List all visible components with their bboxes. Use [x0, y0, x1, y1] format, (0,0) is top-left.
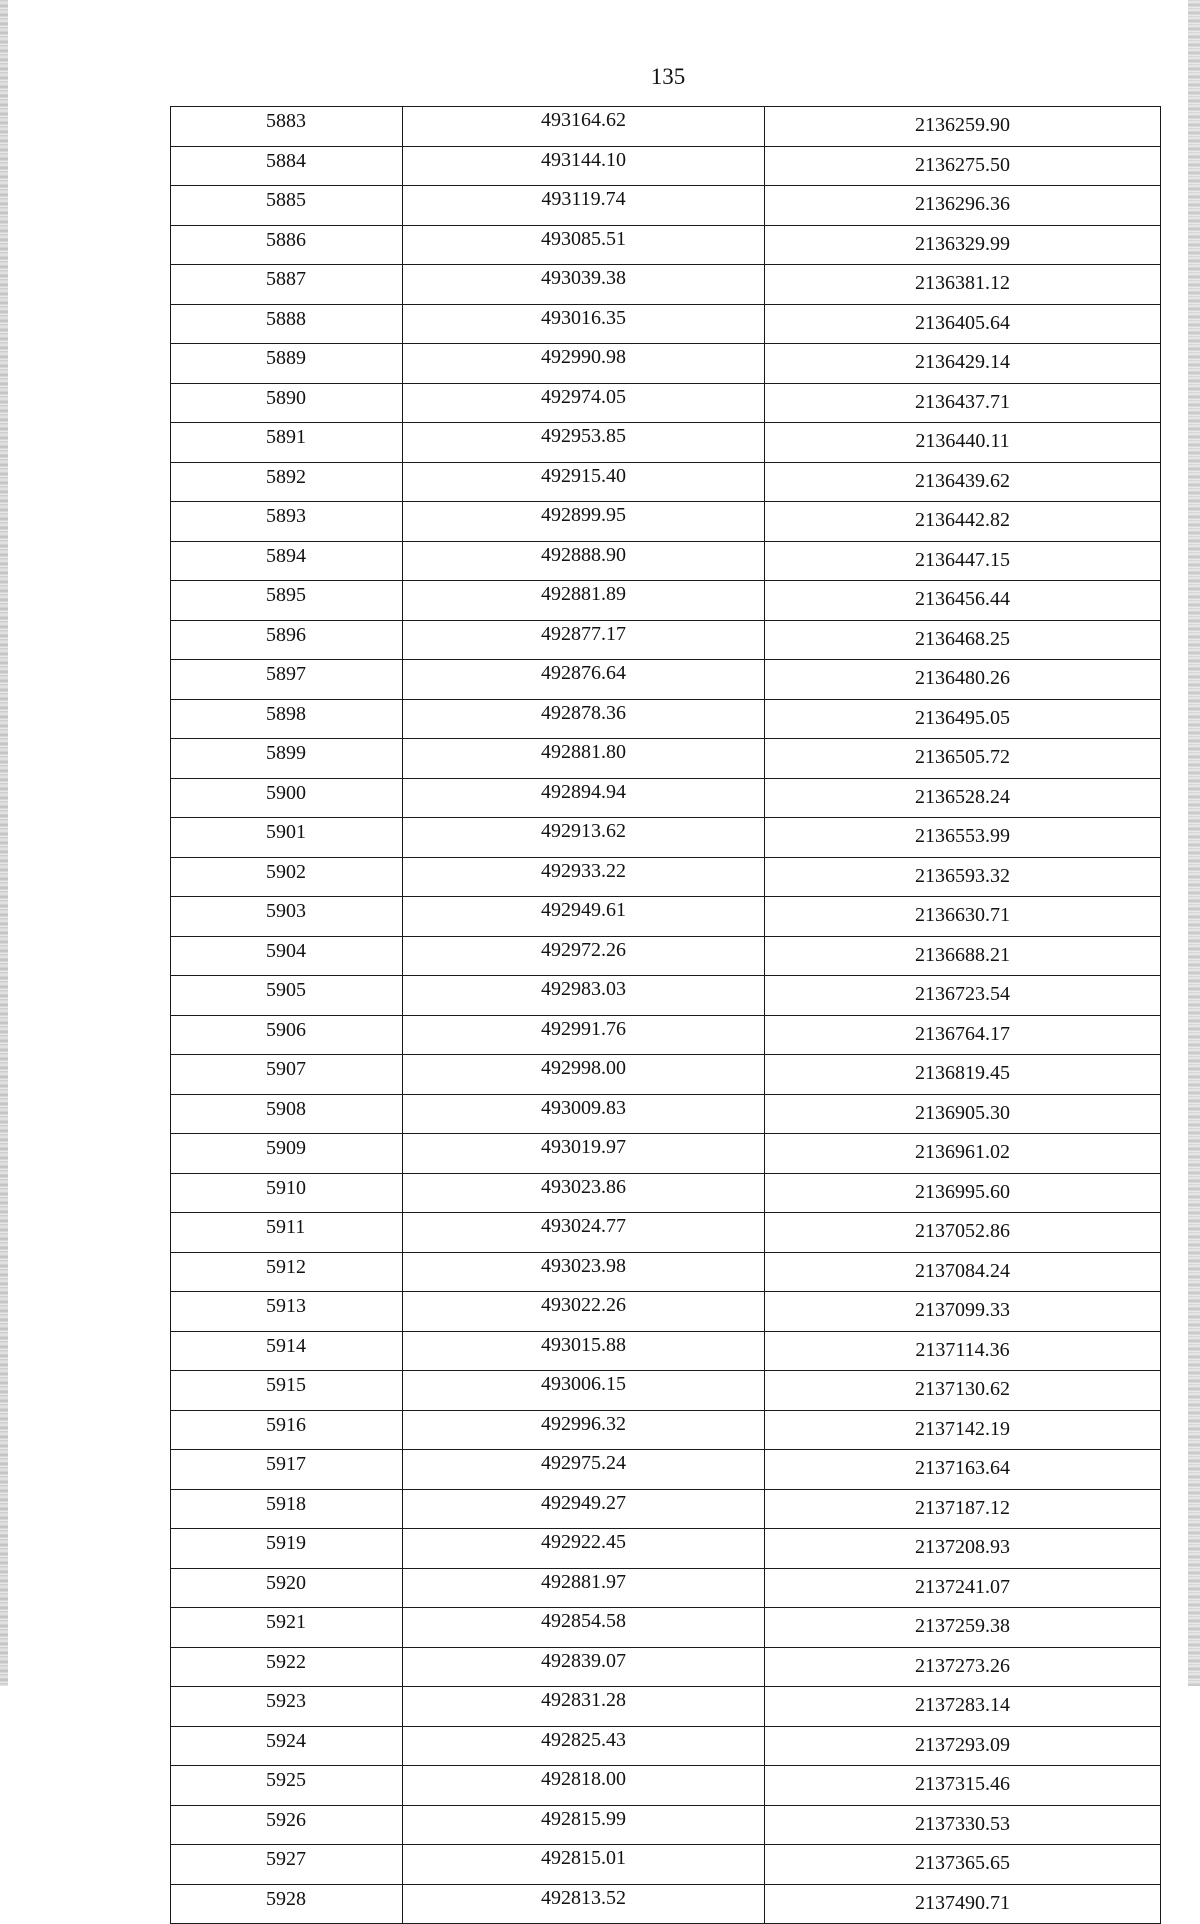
table-row	[171, 304, 1161, 344]
x-coordinate-cell: 492881.97	[403, 1568, 765, 1608]
x-coordinate-cell: 493016.35	[403, 304, 765, 344]
page-number: 135	[650, 64, 686, 89]
y-coordinate-cell: 2137130.62	[765, 1371, 1161, 1411]
y-coordinate-cell: 2137241.07	[765, 1568, 1161, 1608]
table-row	[171, 1410, 1161, 1450]
y-coordinate-cell: 2136442.82	[765, 502, 1161, 542]
point-id-cell: 5928	[171, 1884, 403, 1924]
x-coordinate-cell: 492913.62	[403, 818, 765, 858]
y-coordinate-cell: 2136905.30	[765, 1094, 1161, 1134]
y-coordinate-cell: 2136468.25	[765, 620, 1161, 660]
x-coordinate-cell: 492983.03	[403, 976, 765, 1016]
table-row	[171, 1173, 1161, 1213]
x-coordinate-cell: 493009.83	[403, 1094, 765, 1134]
table-row	[171, 186, 1161, 226]
point-id-cell: 5911	[171, 1213, 403, 1253]
point-id-cell: 5910	[171, 1173, 403, 1213]
x-coordinate-cell: 493144.10	[403, 146, 765, 186]
scan-edge-right	[1188, 0, 1200, 1686]
table-row	[171, 146, 1161, 186]
y-coordinate-cell: 2136480.26	[765, 660, 1161, 700]
point-id-cell: 5900	[171, 778, 403, 818]
table-row	[171, 1213, 1161, 1253]
y-coordinate-cell: 2137099.33	[765, 1292, 1161, 1332]
point-id-cell: 5925	[171, 1766, 403, 1806]
point-id-cell: 5890	[171, 383, 403, 423]
x-coordinate-cell: 492949.61	[403, 897, 765, 937]
y-coordinate-cell: 2136995.60	[765, 1173, 1161, 1213]
point-id-cell: 5908	[171, 1094, 403, 1134]
table-row	[171, 739, 1161, 779]
point-id-cell: 5923	[171, 1687, 403, 1727]
y-coordinate-cell: 2136688.21	[765, 936, 1161, 976]
point-id-cell: 5926	[171, 1805, 403, 1845]
x-coordinate-cell: 492876.64	[403, 660, 765, 700]
y-coordinate-cell: 2137114.36	[765, 1331, 1161, 1371]
table-row	[171, 1529, 1161, 1569]
x-coordinate-cell: 492878.36	[403, 699, 765, 739]
table-row	[171, 1687, 1161, 1727]
x-coordinate-cell: 492990.98	[403, 344, 765, 384]
y-coordinate-cell: 2137208.93	[765, 1529, 1161, 1569]
table-row	[171, 1371, 1161, 1411]
x-coordinate-cell: 492996.32	[403, 1410, 765, 1450]
table-row	[171, 462, 1161, 502]
table-row	[171, 818, 1161, 858]
point-id-cell: 5927	[171, 1845, 403, 1885]
x-coordinate-cell: 492933.22	[403, 857, 765, 897]
table-row	[171, 581, 1161, 621]
x-coordinate-cell: 493119.74	[403, 186, 765, 226]
point-id-cell: 5892	[171, 462, 403, 502]
y-coordinate-cell: 2136456.44	[765, 581, 1161, 621]
point-id-cell: 5899	[171, 739, 403, 779]
table-row	[171, 1252, 1161, 1292]
x-coordinate-cell: 493006.15	[403, 1371, 765, 1411]
y-coordinate-cell: 2136429.14	[765, 344, 1161, 384]
point-id-cell: 5889	[171, 344, 403, 384]
y-coordinate-cell: 2136259.90	[765, 107, 1161, 147]
y-coordinate-cell: 2136764.17	[765, 1015, 1161, 1055]
table-row	[171, 1608, 1161, 1648]
table-row	[171, 1568, 1161, 1608]
point-id-cell: 5893	[171, 502, 403, 542]
point-id-cell: 5921	[171, 1608, 403, 1648]
x-coordinate-cell: 492998.00	[403, 1055, 765, 1095]
point-id-cell: 5914	[171, 1331, 403, 1371]
y-coordinate-cell: 2137315.46	[765, 1766, 1161, 1806]
x-coordinate-cell: 492888.90	[403, 541, 765, 581]
x-coordinate-cell: 492953.85	[403, 423, 765, 463]
table-row	[171, 1726, 1161, 1766]
x-coordinate-cell: 492831.28	[403, 1687, 765, 1727]
y-coordinate-cell: 2137273.26	[765, 1647, 1161, 1687]
x-coordinate-cell: 493164.62	[403, 107, 765, 147]
point-id-cell: 5888	[171, 304, 403, 344]
table-row	[171, 107, 1161, 147]
point-id-cell: 5916	[171, 1410, 403, 1450]
x-coordinate-cell: 493085.51	[403, 225, 765, 265]
point-id-cell: 5897	[171, 660, 403, 700]
coordinate-table	[170, 106, 1161, 1924]
table-row	[171, 897, 1161, 937]
coordinate-table-container	[170, 106, 1160, 1924]
x-coordinate-cell: 493039.38	[403, 265, 765, 305]
x-coordinate-cell: 492813.52	[403, 1884, 765, 1924]
table-row	[171, 1647, 1161, 1687]
y-coordinate-cell: 2136296.36	[765, 186, 1161, 226]
point-id-cell: 5924	[171, 1726, 403, 1766]
table-row	[171, 976, 1161, 1016]
point-id-cell: 5913	[171, 1292, 403, 1332]
x-coordinate-cell: 492825.43	[403, 1726, 765, 1766]
y-coordinate-cell: 2136505.72	[765, 739, 1161, 779]
y-coordinate-cell: 2137365.65	[765, 1845, 1161, 1885]
y-coordinate-cell: 2136495.05	[765, 699, 1161, 739]
y-coordinate-cell: 2136440.11	[765, 423, 1161, 463]
point-id-cell: 5887	[171, 265, 403, 305]
y-coordinate-cell: 2136329.99	[765, 225, 1161, 265]
y-coordinate-cell: 2136275.50	[765, 146, 1161, 186]
y-coordinate-cell: 2137283.14	[765, 1687, 1161, 1727]
y-coordinate-cell: 2136819.45	[765, 1055, 1161, 1095]
point-id-cell: 5902	[171, 857, 403, 897]
table-row	[171, 265, 1161, 305]
x-coordinate-cell: 492949.27	[403, 1489, 765, 1529]
table-row	[171, 1134, 1161, 1174]
table-row	[171, 620, 1161, 660]
point-id-cell: 5898	[171, 699, 403, 739]
y-coordinate-cell: 2137142.19	[765, 1410, 1161, 1450]
scan-edge-left	[0, 0, 8, 1686]
table-row	[171, 225, 1161, 265]
point-id-cell: 5918	[171, 1489, 403, 1529]
y-coordinate-cell: 2136723.54	[765, 976, 1161, 1016]
point-id-cell: 5894	[171, 541, 403, 581]
y-coordinate-cell: 2137330.53	[765, 1805, 1161, 1845]
x-coordinate-cell: 492915.40	[403, 462, 765, 502]
x-coordinate-cell: 492881.80	[403, 739, 765, 779]
table-row	[171, 344, 1161, 384]
table-row	[171, 1489, 1161, 1529]
x-coordinate-cell: 492894.94	[403, 778, 765, 818]
x-coordinate-cell: 493019.97	[403, 1134, 765, 1174]
coordinate-table-body	[171, 107, 1161, 1924]
x-coordinate-cell: 492972.26	[403, 936, 765, 976]
y-coordinate-cell: 2136437.71	[765, 383, 1161, 423]
point-id-cell: 5905	[171, 976, 403, 1016]
table-row	[171, 1766, 1161, 1806]
table-row	[171, 1884, 1161, 1924]
point-id-cell: 5884	[171, 146, 403, 186]
y-coordinate-cell: 2137259.38	[765, 1608, 1161, 1648]
y-coordinate-cell: 2137052.86	[765, 1213, 1161, 1253]
point-id-cell: 5896	[171, 620, 403, 660]
point-id-cell: 5915	[171, 1371, 403, 1411]
y-coordinate-cell: 2136447.15	[765, 541, 1161, 581]
point-id-cell: 5906	[171, 1015, 403, 1055]
table-row	[171, 660, 1161, 700]
y-coordinate-cell: 2136528.24	[765, 778, 1161, 818]
x-coordinate-cell: 492854.58	[403, 1608, 765, 1648]
y-coordinate-cell: 2137163.64	[765, 1450, 1161, 1490]
point-id-cell: 5885	[171, 186, 403, 226]
x-coordinate-cell: 492881.89	[403, 581, 765, 621]
y-coordinate-cell: 2137084.24	[765, 1252, 1161, 1292]
table-row	[171, 1015, 1161, 1055]
x-coordinate-cell: 492974.05	[403, 383, 765, 423]
x-coordinate-cell: 492818.00	[403, 1766, 765, 1806]
point-id-cell: 5920	[171, 1568, 403, 1608]
point-id-cell: 5909	[171, 1134, 403, 1174]
point-id-cell: 5895	[171, 581, 403, 621]
table-row	[171, 1292, 1161, 1332]
x-coordinate-cell: 493015.88	[403, 1331, 765, 1371]
table-row	[171, 502, 1161, 542]
table-row	[171, 1450, 1161, 1490]
point-id-cell: 5907	[171, 1055, 403, 1095]
point-id-cell: 5912	[171, 1252, 403, 1292]
x-coordinate-cell: 492991.76	[403, 1015, 765, 1055]
y-coordinate-cell: 2136630.71	[765, 897, 1161, 937]
y-coordinate-cell: 2136439.62	[765, 462, 1161, 502]
table-row	[171, 383, 1161, 423]
x-coordinate-cell: 492815.01	[403, 1845, 765, 1885]
y-coordinate-cell: 2136593.32	[765, 857, 1161, 897]
x-coordinate-cell: 493022.26	[403, 1292, 765, 1332]
table-row	[171, 1845, 1161, 1885]
table-row	[171, 1331, 1161, 1371]
point-id-cell: 5903	[171, 897, 403, 937]
y-coordinate-cell: 2136405.64	[765, 304, 1161, 344]
table-row	[171, 699, 1161, 739]
y-coordinate-cell: 2137490.71	[765, 1884, 1161, 1924]
table-row	[171, 1094, 1161, 1134]
x-coordinate-cell: 493023.98	[403, 1252, 765, 1292]
point-id-cell: 5886	[171, 225, 403, 265]
table-row	[171, 1805, 1161, 1845]
point-id-cell: 5901	[171, 818, 403, 858]
y-coordinate-cell: 2136961.02	[765, 1134, 1161, 1174]
point-id-cell: 5904	[171, 936, 403, 976]
y-coordinate-cell: 2137187.12	[765, 1489, 1161, 1529]
point-id-cell: 5891	[171, 423, 403, 463]
x-coordinate-cell: 492877.17	[403, 620, 765, 660]
point-id-cell: 5883	[171, 107, 403, 147]
table-row	[171, 423, 1161, 463]
table-row	[171, 1055, 1161, 1095]
point-id-cell: 5917	[171, 1450, 403, 1490]
table-row	[171, 778, 1161, 818]
x-coordinate-cell: 492922.45	[403, 1529, 765, 1569]
x-coordinate-cell: 492975.24	[403, 1450, 765, 1490]
y-coordinate-cell: 2136381.12	[765, 265, 1161, 305]
x-coordinate-cell: 492815.99	[403, 1805, 765, 1845]
y-coordinate-cell: 2137293.09	[765, 1726, 1161, 1766]
y-coordinate-cell: 2136553.99	[765, 818, 1161, 858]
table-row	[171, 936, 1161, 976]
table-row	[171, 541, 1161, 581]
point-id-cell: 5922	[171, 1647, 403, 1687]
x-coordinate-cell: 492839.07	[403, 1647, 765, 1687]
point-id-cell: 5919	[171, 1529, 403, 1569]
x-coordinate-cell: 492899.95	[403, 502, 765, 542]
x-coordinate-cell: 493023.86	[403, 1173, 765, 1213]
table-row	[171, 857, 1161, 897]
x-coordinate-cell: 493024.77	[403, 1213, 765, 1253]
